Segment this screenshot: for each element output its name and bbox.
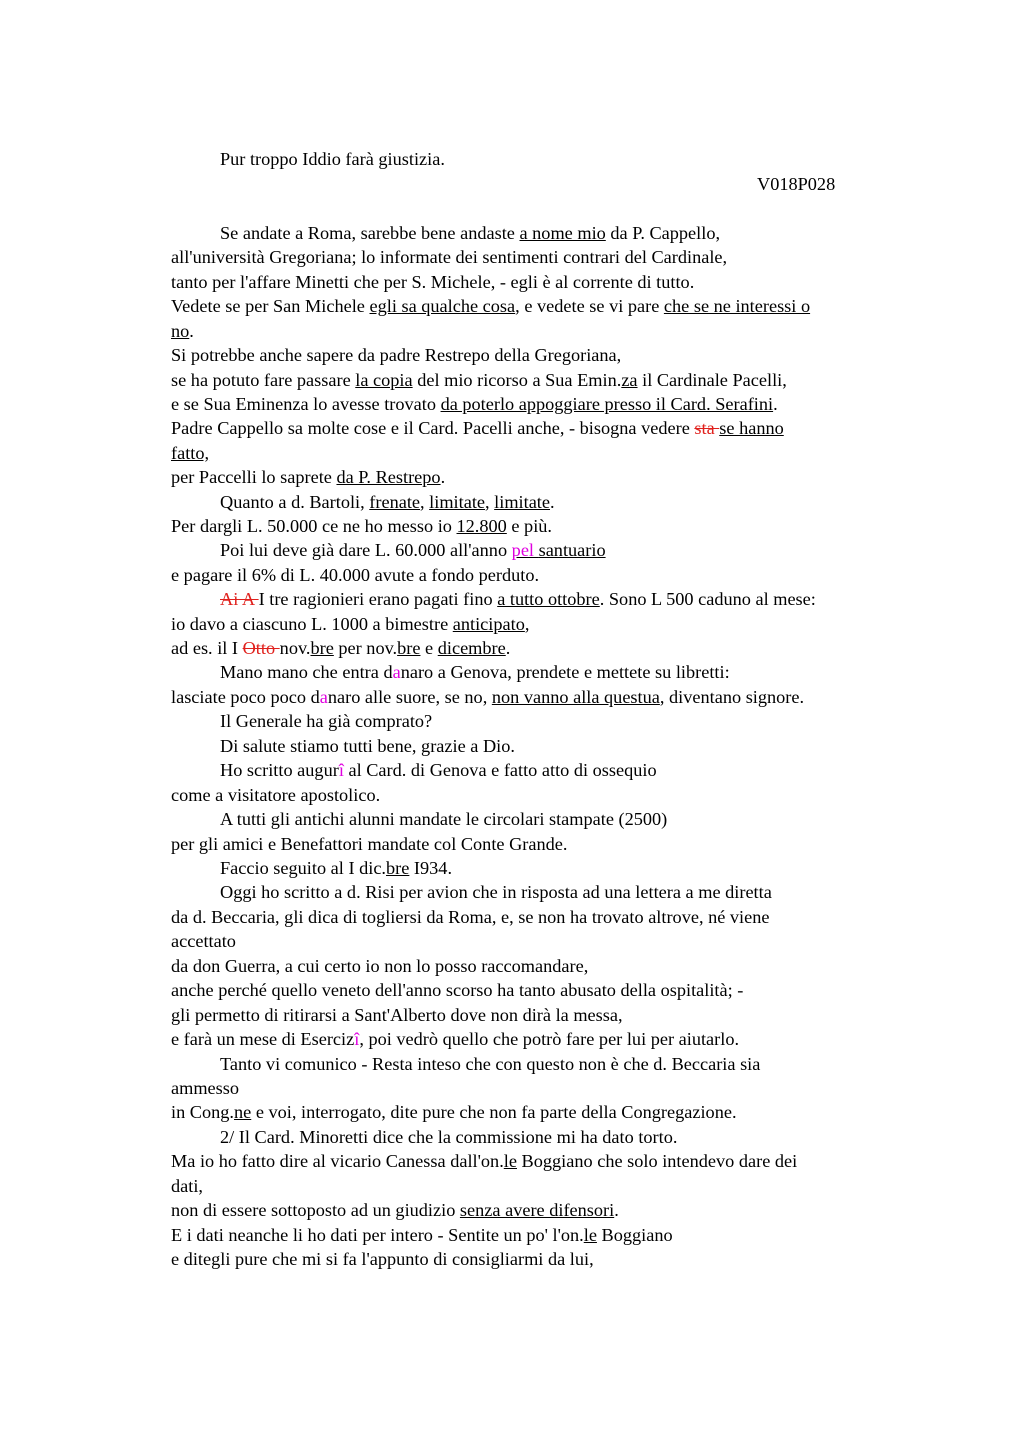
text-segment: Mano mano che entra d [220, 662, 393, 682]
underlined-text: anticipato [452, 614, 525, 634]
text-segment: . [440, 467, 446, 487]
text-segment: per Paccelli lo saprete [171, 467, 337, 487]
text-segment: . [614, 1200, 619, 1220]
text-line [171, 319, 194, 343]
text-line [171, 636, 510, 660]
text-segment: come a visitatore apostolico. [171, 785, 381, 805]
underlined-text: limitate [494, 492, 550, 512]
underlined-text: 12.800 [456, 516, 507, 536]
text-line [171, 1223, 673, 1247]
text-segment: io davo a ciascuno L. 1000 a bimestre [171, 614, 453, 634]
text-segment: Ho scritto augur [220, 760, 339, 780]
text-line [171, 368, 787, 392]
text-segment: A tutti gli antichi alunni mandate le circolari stampate (2500) [220, 809, 668, 829]
underlined-text: dicembre [437, 638, 506, 658]
text-line [171, 514, 552, 538]
text-segment: , diventano signore. [659, 687, 805, 707]
text-segment: Poi lui deve già dare L. 60.000 all'anno [220, 540, 512, 560]
text-line [171, 978, 743, 1002]
underlined-text: le [503, 1151, 517, 1171]
text-segment: in Cong. [171, 1102, 234, 1122]
text-segment: , poi vedrò quello che potrò fare per lui per aiutarlo. [359, 1029, 740, 1049]
text-segment: . Sono L 500 caduno al mese: [599, 589, 816, 609]
text-segment: 2/ Il Card. Minoretti dice che la commissione mi ha dato torto. [220, 1127, 678, 1147]
text-line [171, 832, 567, 856]
text-line [171, 294, 810, 318]
text-segment: I934. [409, 858, 453, 878]
text-segment: il Cardinale Pacelli, [637, 370, 787, 390]
text-segment: Oggi ho scritto a d. Risi per avion che in risposta ad una lettera a me diretta [220, 882, 772, 902]
underlined-text: se hanno [719, 418, 784, 438]
text-line [220, 221, 720, 245]
text-line [220, 734, 515, 758]
underlined-text: ne [233, 1102, 252, 1122]
underlined-text: a tutto ottobre [497, 589, 600, 609]
text-line [220, 1052, 760, 1076]
text-segment: Per dargli L. 50.000 ce ne ho messo io [171, 516, 457, 536]
text-line [171, 441, 209, 465]
text-line [171, 392, 778, 416]
highlighted-text: î [354, 1029, 360, 1049]
text-segment: all'università Gregoriana; lo informate dei sentimenti contrari del Cardinale, [171, 247, 728, 267]
text-segment: e [420, 638, 438, 658]
underlined-text: da poterlo appoggiare presso il Card. Serafini [440, 394, 774, 414]
text-segment: naro alle suore, se no, [327, 687, 492, 707]
text-segment: per nov. [333, 638, 398, 658]
text-line [171, 1149, 797, 1173]
underlined-text: non vanno alla questua [491, 687, 660, 707]
text-segment: , [485, 492, 495, 512]
text-segment: da P. Cappello, [605, 223, 721, 243]
text-segment: per gli amici e Benefattori mandate col Conte Grande. [171, 834, 568, 854]
text-line [171, 465, 445, 489]
text-line [171, 1174, 203, 1198]
text-segment: . [773, 394, 778, 414]
text-line [171, 1100, 737, 1124]
text-line [220, 880, 772, 904]
text-segment: e se Sua Eminenza lo avesse trovato [171, 394, 441, 414]
text-segment: Si potrebbe anche sapere da padre Restrepo della Gregoriana, [171, 345, 622, 365]
text-line [220, 587, 816, 611]
text-segment: Faccio seguito al I dic. [220, 858, 387, 878]
text-segment: Vedete se per San Michele [171, 296, 370, 316]
underlined-text: za [621, 370, 638, 390]
text-line [171, 954, 588, 978]
underlined-text: santuario [538, 540, 606, 560]
text-segment: naro a Genova, prendete e mettete su libretti: [400, 662, 730, 682]
struck-text: Otto [242, 638, 280, 658]
text-line [220, 758, 657, 782]
text-line [171, 343, 621, 367]
text-line [171, 270, 694, 294]
highlighted-text: pel [511, 540, 539, 560]
text-segment: Il Generale ha già comprato? [220, 711, 433, 731]
struck-text: sta [694, 418, 720, 438]
heading-line: Pur troppo Iddio farà giustizia. [220, 149, 445, 169]
text-line [220, 709, 432, 733]
underlined-text: a nome mio [519, 223, 606, 243]
text-line [171, 1198, 619, 1222]
text-segment: Quanto a d. Bartoli, [220, 492, 370, 512]
underlined-text: limitate [429, 492, 486, 512]
text-line [220, 538, 606, 562]
text-segment: e pagare il 6% di L. 40.000 avute a fondo perduto. [171, 565, 540, 585]
text-line [220, 660, 730, 684]
text-segment: Boggiano che solo intendevo dare dei [516, 1151, 798, 1171]
text-segment: non di essere sottoposto ad un giudizio [171, 1200, 460, 1220]
underlined-text: senza avere difensori [459, 1200, 615, 1220]
underlined-text: bre [397, 638, 421, 658]
text-segment: accettato [171, 931, 236, 951]
text-segment: al Card. di Genova e fatto atto di ossequio [343, 760, 657, 780]
text-segment: dati, [171, 1176, 203, 1196]
text-segment: da don Guerra, a cui certo io non lo posso raccomandare, [171, 956, 589, 976]
underlined-text: le [583, 1225, 597, 1245]
text-line [171, 245, 727, 269]
text-line [171, 905, 770, 929]
document-code: V018P028 [757, 174, 836, 194]
underlined-text: frenate [369, 492, 421, 512]
text-segment: da d. Beccaria, gli dica di togliersi da Roma, e, se non ha trovato altrove, né viene [171, 907, 770, 927]
text-line [220, 856, 452, 880]
text-segment: , e vedete se vi pare [515, 296, 664, 316]
text-segment: anche perché quello veneto dell'anno scorso ha tanto abusato della ospitalità; - [171, 980, 744, 1000]
text-line [171, 1027, 739, 1051]
text-segment: nov. [279, 638, 311, 658]
text-segment: lasciate poco poco d [171, 687, 320, 707]
underlined-text: da P. Restrepo [336, 467, 441, 487]
text-segment: Boggiano [596, 1225, 673, 1245]
text-line [171, 416, 784, 440]
underlined-text: che se ne interessi o [663, 296, 811, 316]
text-segment: se ha potuto fare passare [171, 370, 356, 390]
text-segment: ammesso [171, 1078, 240, 1098]
text-line [171, 929, 236, 953]
text-segment: e ditegli pure che mi si fa l'appunto di consigliarmi da lui, [171, 1249, 594, 1269]
highlighted-text: î [338, 760, 344, 780]
text-line [171, 612, 529, 636]
underlined-text: la copia [355, 370, 413, 390]
text-segment: . [189, 321, 194, 341]
text-line [220, 490, 555, 514]
text-segment: E i dati neanche li ho dati per intero - Sentite un po' l'on. [171, 1225, 584, 1245]
text-line [171, 563, 539, 587]
text-line [220, 807, 667, 831]
text-line [171, 783, 380, 807]
text-segment: gli permetto di ritirarsi a Sant'Alberto dove non dirà la messa, [171, 1005, 623, 1025]
text-segment: , [420, 492, 430, 512]
text-segment: del mio ricorso a Sua Emin. [412, 370, 622, 390]
text-segment: e voi, interrogato, dite pure che non fa parte della Congregazione. [251, 1102, 737, 1122]
text-segment: tanto per l'affare Minetti che per S. Michele, - egli è al corrente di tutto. [171, 272, 695, 292]
text-segment: Padre Cappello sa molte cose e il Card. Pacelli anche, - bisogna vedere [171, 418, 695, 438]
text-segment: I tre ragionieri erano pagati fino [258, 589, 498, 609]
underlined-text: bre [386, 858, 410, 878]
text-segment: ad es. il I [171, 638, 243, 658]
text-line [220, 1125, 677, 1149]
text-segment: , [524, 614, 530, 634]
text-segment: Tanto vi comunico - Resta inteso che con questo non è che d. Beccaria sia [220, 1054, 761, 1074]
text-segment: e farà un mese di Eserciz [171, 1029, 355, 1049]
underlined-text: no [171, 321, 190, 341]
text-line [171, 1247, 594, 1271]
underlined-text: egli sa qualche cosa [369, 296, 516, 316]
struck-text: Ai A [220, 589, 259, 609]
text-segment: . [550, 492, 555, 512]
text-segment: . [505, 638, 511, 658]
highlighted-text: a [392, 662, 401, 682]
text-line [171, 685, 804, 709]
text-segment: e più. [506, 516, 552, 536]
underlined-text: fatto, [171, 443, 210, 463]
text-segment: Se andate a Roma, sarebbe bene andaste [220, 223, 520, 243]
underlined-text: bre [310, 638, 334, 658]
highlighted-text: a [319, 687, 328, 707]
text-segment: Ma io ho fatto dire al vicario Canessa dall'on. [171, 1151, 504, 1171]
text-line [171, 1076, 239, 1100]
text-segment: Di salute stiamo tutti bene, grazie a Dio. [220, 736, 515, 756]
text-line [171, 1003, 623, 1027]
